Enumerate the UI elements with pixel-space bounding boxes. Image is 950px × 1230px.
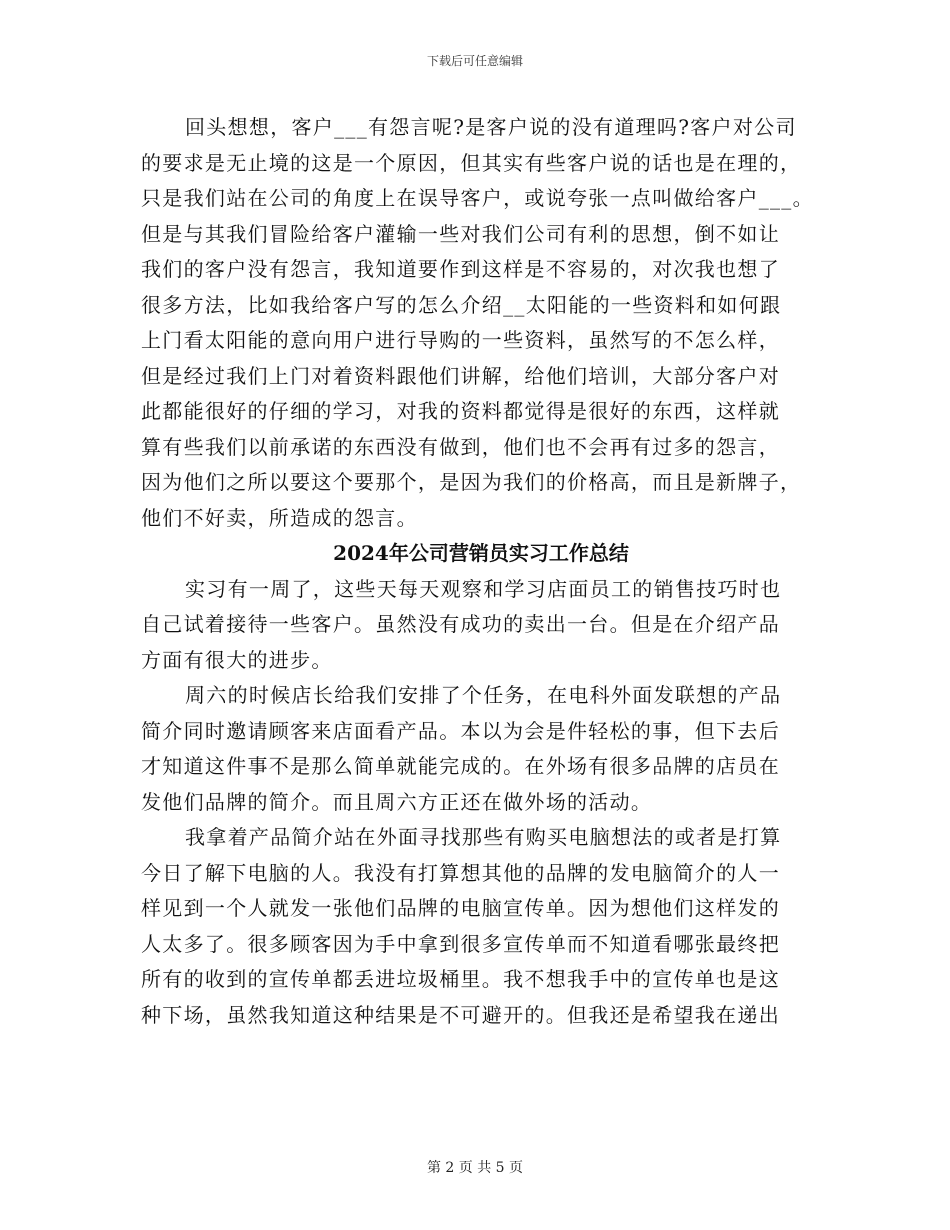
paragraph-line: 回头想想，客户___有怨言呢?是客户说的没有道理吗?客户对公司 — [185, 115, 797, 139]
paragraph-line: 很多方法，比如我给客户写的怎么介绍__太阳能的一些资料和如何跟 — [141, 292, 782, 317]
page-footer: 第 2 页 共 5 页 — [426, 1160, 524, 1176]
paragraph-line: 样见到一个人就发一张他们品牌的电脑宣传单。因为想他们这样发的 — [141, 896, 780, 920]
paragraph-line: 我们的客户没有怨言，我知道要作到这样是不容易的，对次我也想了 — [141, 257, 780, 281]
paragraph-line: 此都能很好的仔细的学习，对我的资料都觉得是很好的东西，这样就 — [141, 399, 780, 423]
paragraph-line: 但是与其我们冒险给客户灌输一些对我们公司有利的思想，倒不如让 — [141, 221, 780, 246]
paragraph-line: 算有些我们以前承诺的东西没有做到，他们也不会再有过多的怨言， — [141, 434, 780, 459]
page-header: 下载后可任意编辑 — [426, 54, 523, 68]
paragraph-line: 才知道这件事不是那么简单就能完成的。在外场有很多品牌的店员在 — [141, 754, 780, 778]
section-title: 2024年公司营销员实习工作总结 — [333, 541, 629, 565]
paragraph-line: 所有的收到的宣传单都丢进垃圾桶里。我不想我手中的宣传单也是这 — [141, 967, 780, 991]
paragraph-line: 我拿着产品简介站在外面寻找那些有购买电脑想法的或者是打算 — [185, 825, 782, 849]
paragraph-line: 人太多了。很多顾客因为手中拿到很多宣传单而不知道看哪张最终把 — [141, 931, 780, 956]
paragraph-line: 简介同时邀请顾客来店面看产品。本以为会是件轻松的事，但下去后 — [141, 718, 780, 743]
paragraph-line: 周六的时候店长给我们安排了个任务，在电科外面发联想的产品 — [185, 683, 782, 707]
document-body — [141, 110, 821, 1033]
paragraph-line: 发他们品牌的简介。而且周六方正还在做外场的活动。 — [141, 789, 653, 814]
paragraph-line: 但是经过我们上门对着资料跟他们讲解，给他们培训，大部分客户对 — [141, 363, 780, 388]
paragraph-line: 种下场，虽然我知道这种结果是不可避开的。但我还是希望我在递出 — [141, 1002, 780, 1027]
paragraph-line: 只是我们站在公司的角度上在误导客户，或说夸张一点叫做给客户___。 — [141, 186, 814, 210]
paragraph-line: 的要求是无止境的这是一个原因，但其实有些客户说的话也是在理的， — [141, 150, 802, 175]
paragraph-line: 方面有很大的进步。 — [141, 647, 333, 672]
paragraph-line: 自己试着接待一些客户。虽然没有成功的卖出一台。但是在介绍产品 — [141, 612, 780, 636]
paragraph-line: 上门看太阳能的意向用户进行导购的一些资料，虽然写的不怎么样， — [141, 328, 780, 352]
paragraph-line: 今日了解下电脑的人。我没有打算想其他的品牌的发电脑简介的人一 — [141, 860, 780, 885]
paragraph-line: 实习有一周了，这些天每天观察和学习店面员工的销售技巧时也 — [185, 576, 782, 601]
paragraph-line: 他们不好卖，所造成的怨言。 — [141, 505, 418, 530]
paragraph-line: 因为他们之所以要这个要那个，是因为我们的价格高，而且是新牌子， — [141, 470, 802, 494]
